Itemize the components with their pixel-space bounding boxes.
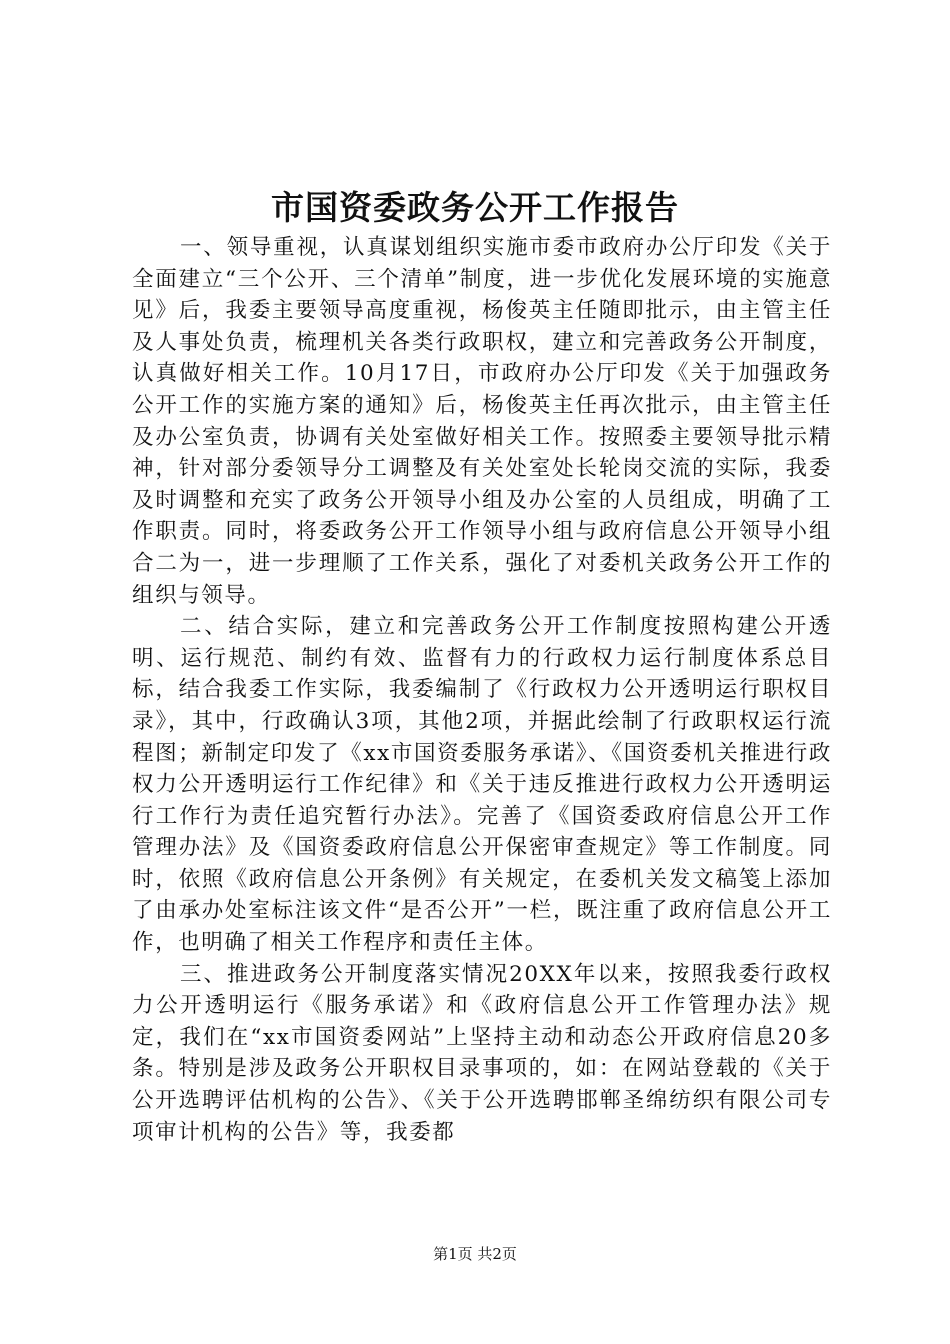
paragraph-2: 二、结合实际，建立和完善政务公开工作制度按照构建公开透明、运行规范、制约有效、监督有力的行政权力运行制度体系总目标，结合我委工作实际，我委编制了《行政权力公开透明运行职权目录》，其中，行政确认3项，其他2项，并据此绘制了行政职权运行流程图；新制定印发了《xx市国资委服务承诺》、《国资委机关推进行政权力公开透明运行工作纪律》和《关于违反推进行政权力公开透明运行工作行为责任追究暂行办法》。完善了《国资委政府信息公开工作管理办法》及《国资委政府信息公开保密审查规定》等工作制度。同时，依照《政府信息公开条例》有关规定，在委机关发文稿笺上添加了由承办处室标注该文件“是否公开”一栏，既注重了政府信息公开工作，也明确了相关工作程序和责任主体。 — [132, 614, 832, 956]
document-title: 市国资委政务公开工作报告 — [271, 188, 679, 227]
paragraph-3: 三、推进政务公开制度落实情况20XX年以来，按照我委行政权力公开透明运行《服务承诺》和《政府信息公开工作管理办法》规定，我们在“xx市国资委网站”上坚持主动和动态公开政府信息20多条。特别是涉及政务公开职权目录事项的，如：在网站登载的《关于公开选聘评估机构的公告》、《关于公开选聘邯郸圣绵纺织有限公司专项审计机构的公告》等，我委都 — [132, 961, 832, 1145]
page-footer: 第1页 共2页 — [433, 1245, 517, 1263]
paragraph-1: 一、领导重视，认真谋划组织实施市委市政府办公厅印发《关于全面建立“三个公开、三个清单”制度，进一步优化发展环境的实施意见》后，我委主要领导高度重视，杨俊英主任随即批示，由主管主任及人事处负责，梳理机关各类行政职权，建立和完善政务公开制度，认真做好相关工作。10月17日，市政府办公厅印发《关于加强政务公开工作的实施方案的通知》后，杨俊英主任再次批示，由主管主任及办公室负责，协调有关处室做好相关工作。按照委主要领导批示精神，针对部分委领导分工调整及有关处室处长轮岗交流的实际，我委及时调整和充实了政务公开领导小组及办公室的人员组成，明确了工作职责。同时，将委政务公开工作领导小组与政府信息公开领导小组合二为一，进一步理顺了工作关系，强化了对委机关政务公开工作的组织与领导。 — [132, 235, 832, 608]
document-body — [132, 232, 832, 1148]
